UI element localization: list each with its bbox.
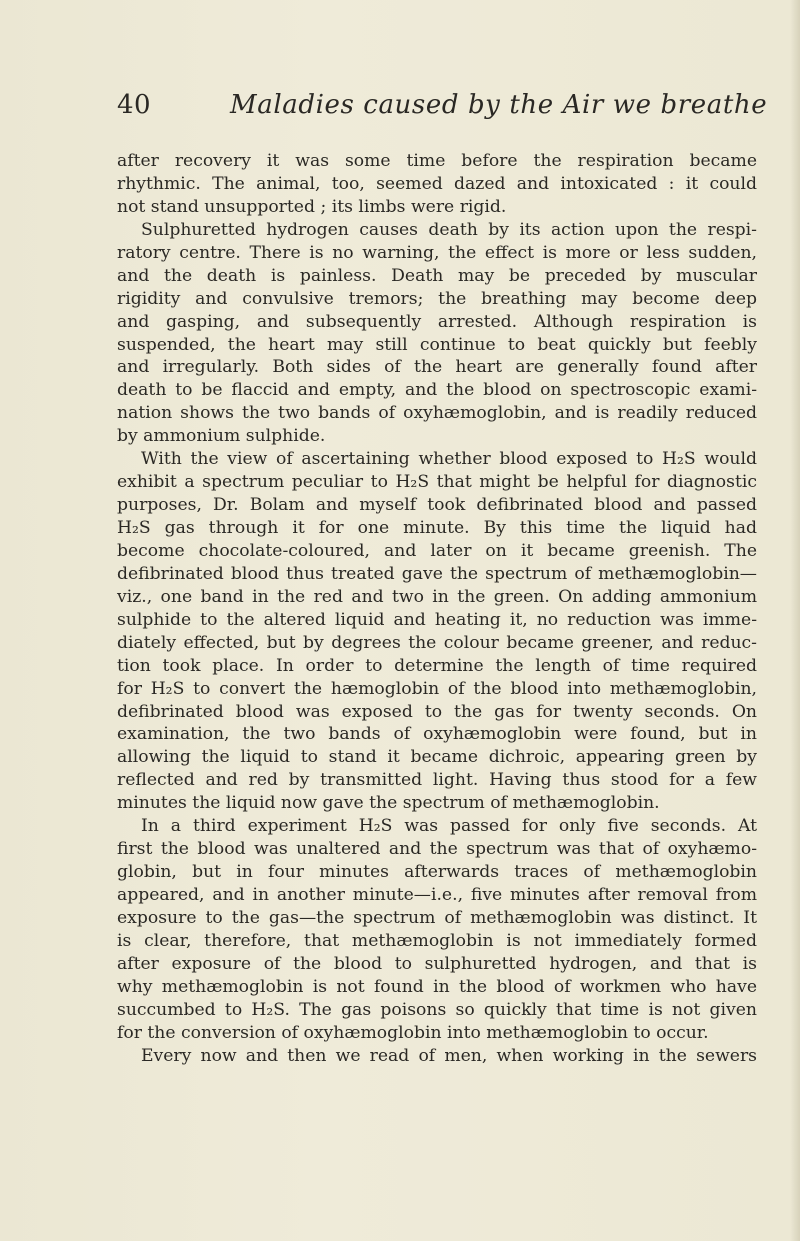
text-line: purposes, Dr. Bolam and myself took defibrinated blood and passed [117,495,757,516]
body-text [117,150,757,1068]
text-line: tion took place. In order to determine the length of time required [117,655,757,676]
text-line: exposure to the gas—the spectrum of methæmoglobin was distinct. It [117,907,757,928]
text-line: and gasping, and subsequently arrested. Although respiration is [117,311,757,332]
text-line: succumbed to H₂S. The gas poisons so quickly that time is not given [117,999,757,1020]
text-line: death to be flaccid and empty, and the blood on spectroscopic exami- [117,380,757,401]
text-line: diately effected, but by degrees the colour became greener, and reduc- [117,632,757,653]
text-line: viz., one band in the red and two in the green. On adding ammonium [117,586,757,607]
text-line: and irregularly. Both sides of the heart are generally found after [117,357,757,378]
text-line: ratory centre. There is no warning, the effect is more or less sudden, [117,242,757,263]
text-line: defibrinated blood thus treated gave the spectrum of methæmoglobin— [117,563,757,584]
page-edge-shadow [790,0,800,1241]
text-line: minutes the liquid now gave the spectrum of methæmoglobin. [117,793,660,814]
text-line: sulphide to the altered liquid and heating it, no reduction was imme- [117,609,757,630]
text-line: reflected and red by transmitted light. Having thus stood for a few [117,770,757,791]
text-line: by ammonium sulphide. [117,426,326,447]
text-line: is clear, therefore, that methæmoglobin is not immediately formed [117,930,757,951]
text-line: appeared, and in another minute—i.e., five minutes after removal from [117,885,757,905]
text-line: Every now and then we read of men, when working in the sewers [141,1045,757,1066]
text-line: With the view of ascertaining whether blood exposed to H₂S would [141,449,757,470]
text-line: first the blood was unaltered and the spectrum was that of oxyhæmo- [117,839,757,860]
text-line: for the conversion of oxyhæmoglobin into methæmoglobin to occur. [117,1022,709,1043]
text-line: after exposure of the blood to sulphuretted hydrogen, and that is [117,953,757,974]
text-line: and the death is painless. Death may be preceded by muscular [117,265,757,286]
text-line: become chocolate-coloured, and later on it became greenish. The [117,540,757,561]
text-line: In a third experiment H₂S was passed for only five seconds. At [141,816,757,837]
text-line: suspended, the heart may still continue to beat quickly but feebly [117,334,757,355]
text-line: rhythmic. The animal, too, seemed dazed and intoxicated : it could [117,173,757,194]
text-line: not stand unsupported ; its limbs were rigid. [117,196,507,217]
text-line: exhibit a spectrum peculiar to H₂S that might be helpful for diagnostic [117,472,757,493]
text-line: defibrinated blood was exposed to the gas for twenty seconds. On [117,701,757,722]
page-header [0,88,800,122]
text-line: Sulphuretted hydrogen causes death by its action upon the respi- [141,219,757,240]
text-line: globin, but in four minutes afterwards traces of methæmoglobin [117,862,757,883]
text-line: why methæmoglobin is not found in the blood of workmen who have [117,976,757,997]
text-line: H₂S gas through it for one minute. By this time the liquid had [117,518,757,538]
text-line: allowing the liquid to stand it became dichroic, appearing green by [117,747,757,768]
text-line: rigidity and convulsive tremors; the breathing may become deep [117,288,757,309]
text-line: nation shows the two bands of oxyhæmoglobin, and is readily reduced [117,403,757,424]
text-line: examination, the two bands of oxyhæmoglobin were found, but in [117,724,757,745]
text-line: after recovery it was some time before the respiration became [117,151,757,171]
page-number: 40 [117,90,152,120]
text-line: for H₂S to convert the hæmoglobin of the blood into methæmoglobin, [117,678,757,699]
running-title: Maladies caused by the Air we breathe [230,90,768,120]
